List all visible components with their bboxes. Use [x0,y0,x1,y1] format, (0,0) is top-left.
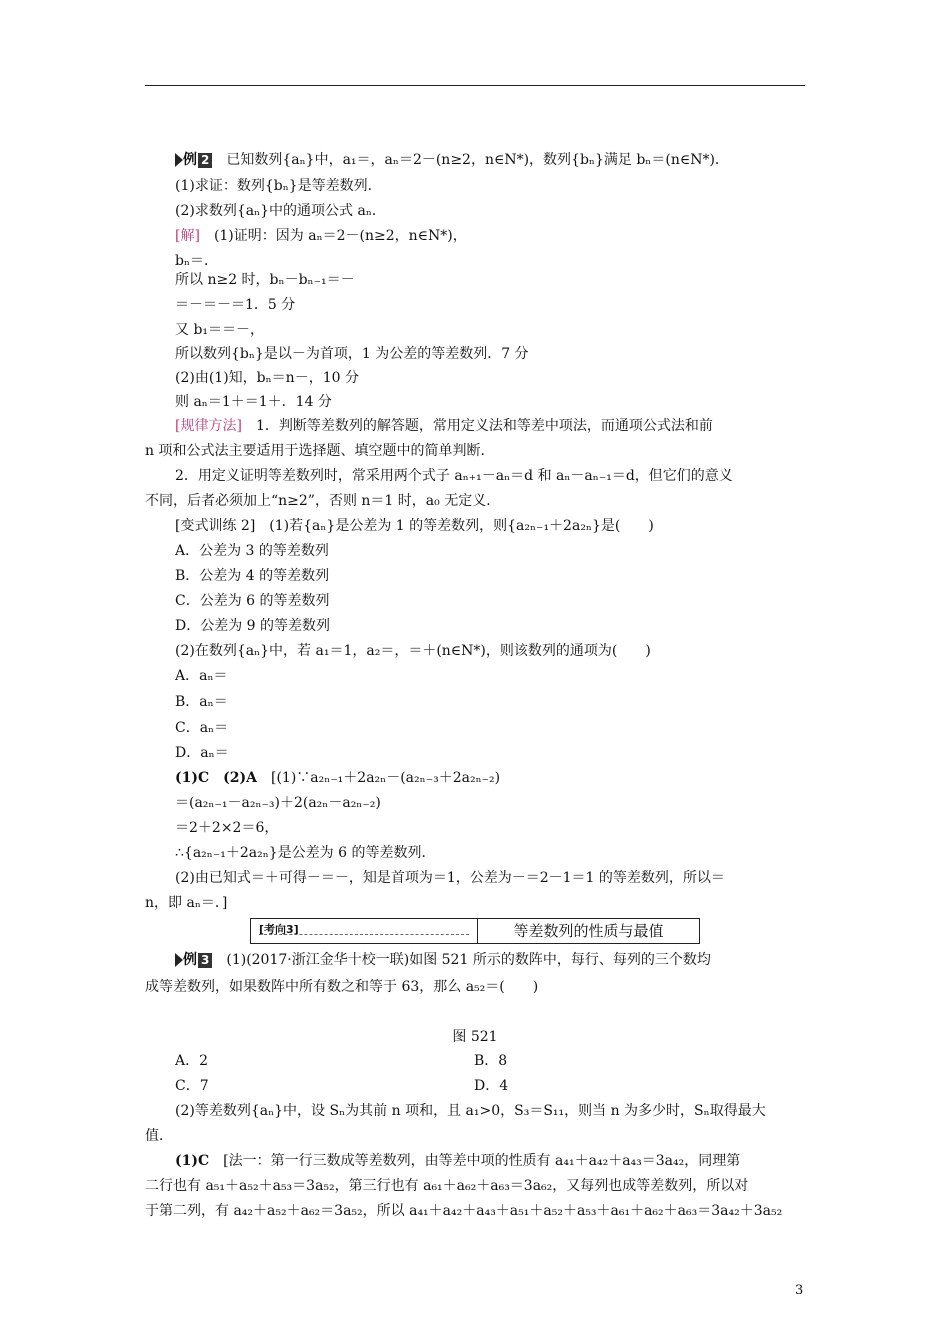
drill-question-2: (2)在数列{aₙ}中，若 a₁＝1，a₂＝，＝＋(n∈N*)，则该数列的通项为( ) [175,643,651,659]
method-tag: [规律方法] [175,418,242,434]
solution-line-3: 所以 n≥2 时，bₙ－bₙ₋₁＝－ [175,272,355,288]
ex3-answer-3: 于第二列，有 a₄₂＋a₅₂＋a₆₂＝3a₅₂，所以 a₄₁＋a₄₂＋a₄₃＋a₅₁＋a₅₂＋a₅₃＋a₆₁＋a₆₂＋a₆₃＝3a₄₂＋3a₅₂ [145,1203,783,1219]
drill-q2-option-c: C．aₙ＝ [175,720,229,736]
drill-answer-5: (2)由已知式＝＋可得－＝－，知是首项为＝1，公差为－＝2－1＝1 的等差数列，所以＝ [175,870,725,886]
drill-answer-4: ∴{a₂ₙ₋₁＋2a₂ₙ}是公差为 6 的等差数列． [175,845,436,861]
drill-answer-6: n，即 aₙ＝．] [145,895,228,911]
ex3-option-d: D．4 [474,1078,509,1094]
drill-answer-2: ＝(a₂ₙ₋₁－a₂ₙ₋₃)＋2(a₂ₙ－a₂ₙ₋₂) [175,795,381,811]
triangle-icon [175,953,183,967]
example-3-stem-2: 成等差数列，如果数阵中所有数之和等于 63，那么 a₅₂＝( ) [145,979,539,995]
drill-2-title: [变式训练 2] (1)若{aₙ}是公差为 1 的等差数列，则{a₂ₙ₋₁＋2a₂ₙ}是( ) [175,518,654,534]
solution-line-4: ＝－＝－＝1．5 分 [175,297,296,313]
drill-answer-head: (1)C (2)A [175,770,257,786]
ex3-option-a: A．2 [175,1053,209,1069]
solution-line-2: bₙ＝． [175,253,219,269]
drill-option-b: B．公差为 4 的等差数列 [175,568,330,584]
drill-q2-option-b: B．aₙ＝ [175,694,228,710]
drill-option-a: A．公差为 3 的等差数列 [175,543,329,559]
example-tag: 例 3 [175,950,212,970]
drill-option-c: C．公差为 6 的等差数列 [175,593,330,609]
section-header [250,918,700,944]
drill-q2-option-d: D．aₙ＝ [175,745,229,761]
solution-line-1: [解] (1)证明：因为 aₙ＝2－(n≥2，n∈N*)， [175,228,467,244]
drill-answer-3: ＝2＋2×2＝6， [175,820,279,836]
solution-line-7: (2)由(1)知，bₙ＝n－，10 分 [175,370,359,386]
section-label-cell [251,919,478,943]
ex3-answer-head: (1)C [175,1153,210,1169]
method-line-3: 2．用定义证明等差数列时，常采用两个式子 aₙ₊₁－aₙ＝d 和 aₙ－aₙ₋₁＝d，但它们的意义 [175,468,733,484]
page-number: 3 [795,1283,804,1298]
triangle-icon [175,153,183,167]
drill-option-d: D．公差为 9 的等差数列 [175,618,331,634]
drill-answer-1: (1)C (2)A [(1)∵a₂ₙ₋₁＋2a₂ₙ－(a₂ₙ₋₃＋2a₂ₙ₋₂) [175,770,501,786]
method-line-4: 不同，后者必须加上“n≥2”，否则 n＝1 时，a₀ 无定义． [145,493,501,509]
question-2: (2)求数列{aₙ}中的通项公式 aₙ． [175,203,386,219]
ex3-option-b: B．8 [474,1053,508,1069]
ex3-option-c: C．7 [175,1078,209,1094]
figure-caption: 图 521 [452,1029,498,1045]
header-rule [145,85,805,86]
solution-line-5: 又 b₁＝＝－， [175,322,265,338]
drill-q2-option-a: A．aₙ＝ [175,668,228,684]
ex3-answer-1: (1)C [法一：第一行三数成等差数列，由等差中项的性质有 a₄₁＋a₄₂＋a₄₃＝3a₄₂，同理第 [175,1153,741,1169]
ex3-question-2-cont: 值． [145,1128,173,1144]
example-tag: 例 2 [175,150,212,170]
example-3-stem-1: 例 3 (1)(2017·浙江金华十校一联)如图 521 所示的数阵中，每行、每列的三个数均 [175,950,711,970]
ex3-answer-2: 二行也有 a₅₁＋a₅₂＋a₅₃＝3a₅₂，第三行也有 a₆₁＋a₆₂＋a₆₃＝3a₆₂，又每列也成等差数列，所以对 [145,1178,749,1194]
method-line-2: n 项和公式法主要适用于选择题、填空题中的简单判断． [145,443,495,459]
solution-line-6: 所以数列{bₙ}是以－为首项，1 为公差的等差数列．7 分 [175,346,529,362]
solution-line-8: 则 aₙ＝1＋＝1＋．14 分 [175,394,332,410]
question-1: (1)求证：数列{bₙ}是等差数列． [175,178,382,194]
example-2-stem: 例 2 已知数列{aₙ}中，a₁＝，aₙ＝2－(n≥2，n∈N*)，数列{bₙ}满足 bₙ＝(n∈N*)． [175,150,729,170]
section-title: 等差数列的性质与最值 [513,922,664,940]
section-dashed-line [259,934,469,935]
ex3-question-2: (2)等差数列{aₙ}中，设 Sₙ为其前 n 项和，且 a₁>0，S₃＝S₁₁，则当 n 为多少时，Sₙ取得最大 [175,1103,766,1119]
method-line-1: [规律方法] 1．判断等差数列的解答题，常用定义法和等差中项法，而通项公式法和前 [175,418,713,434]
solution-tag: [解] [175,228,200,244]
section-label: [考向3] [259,923,299,936]
